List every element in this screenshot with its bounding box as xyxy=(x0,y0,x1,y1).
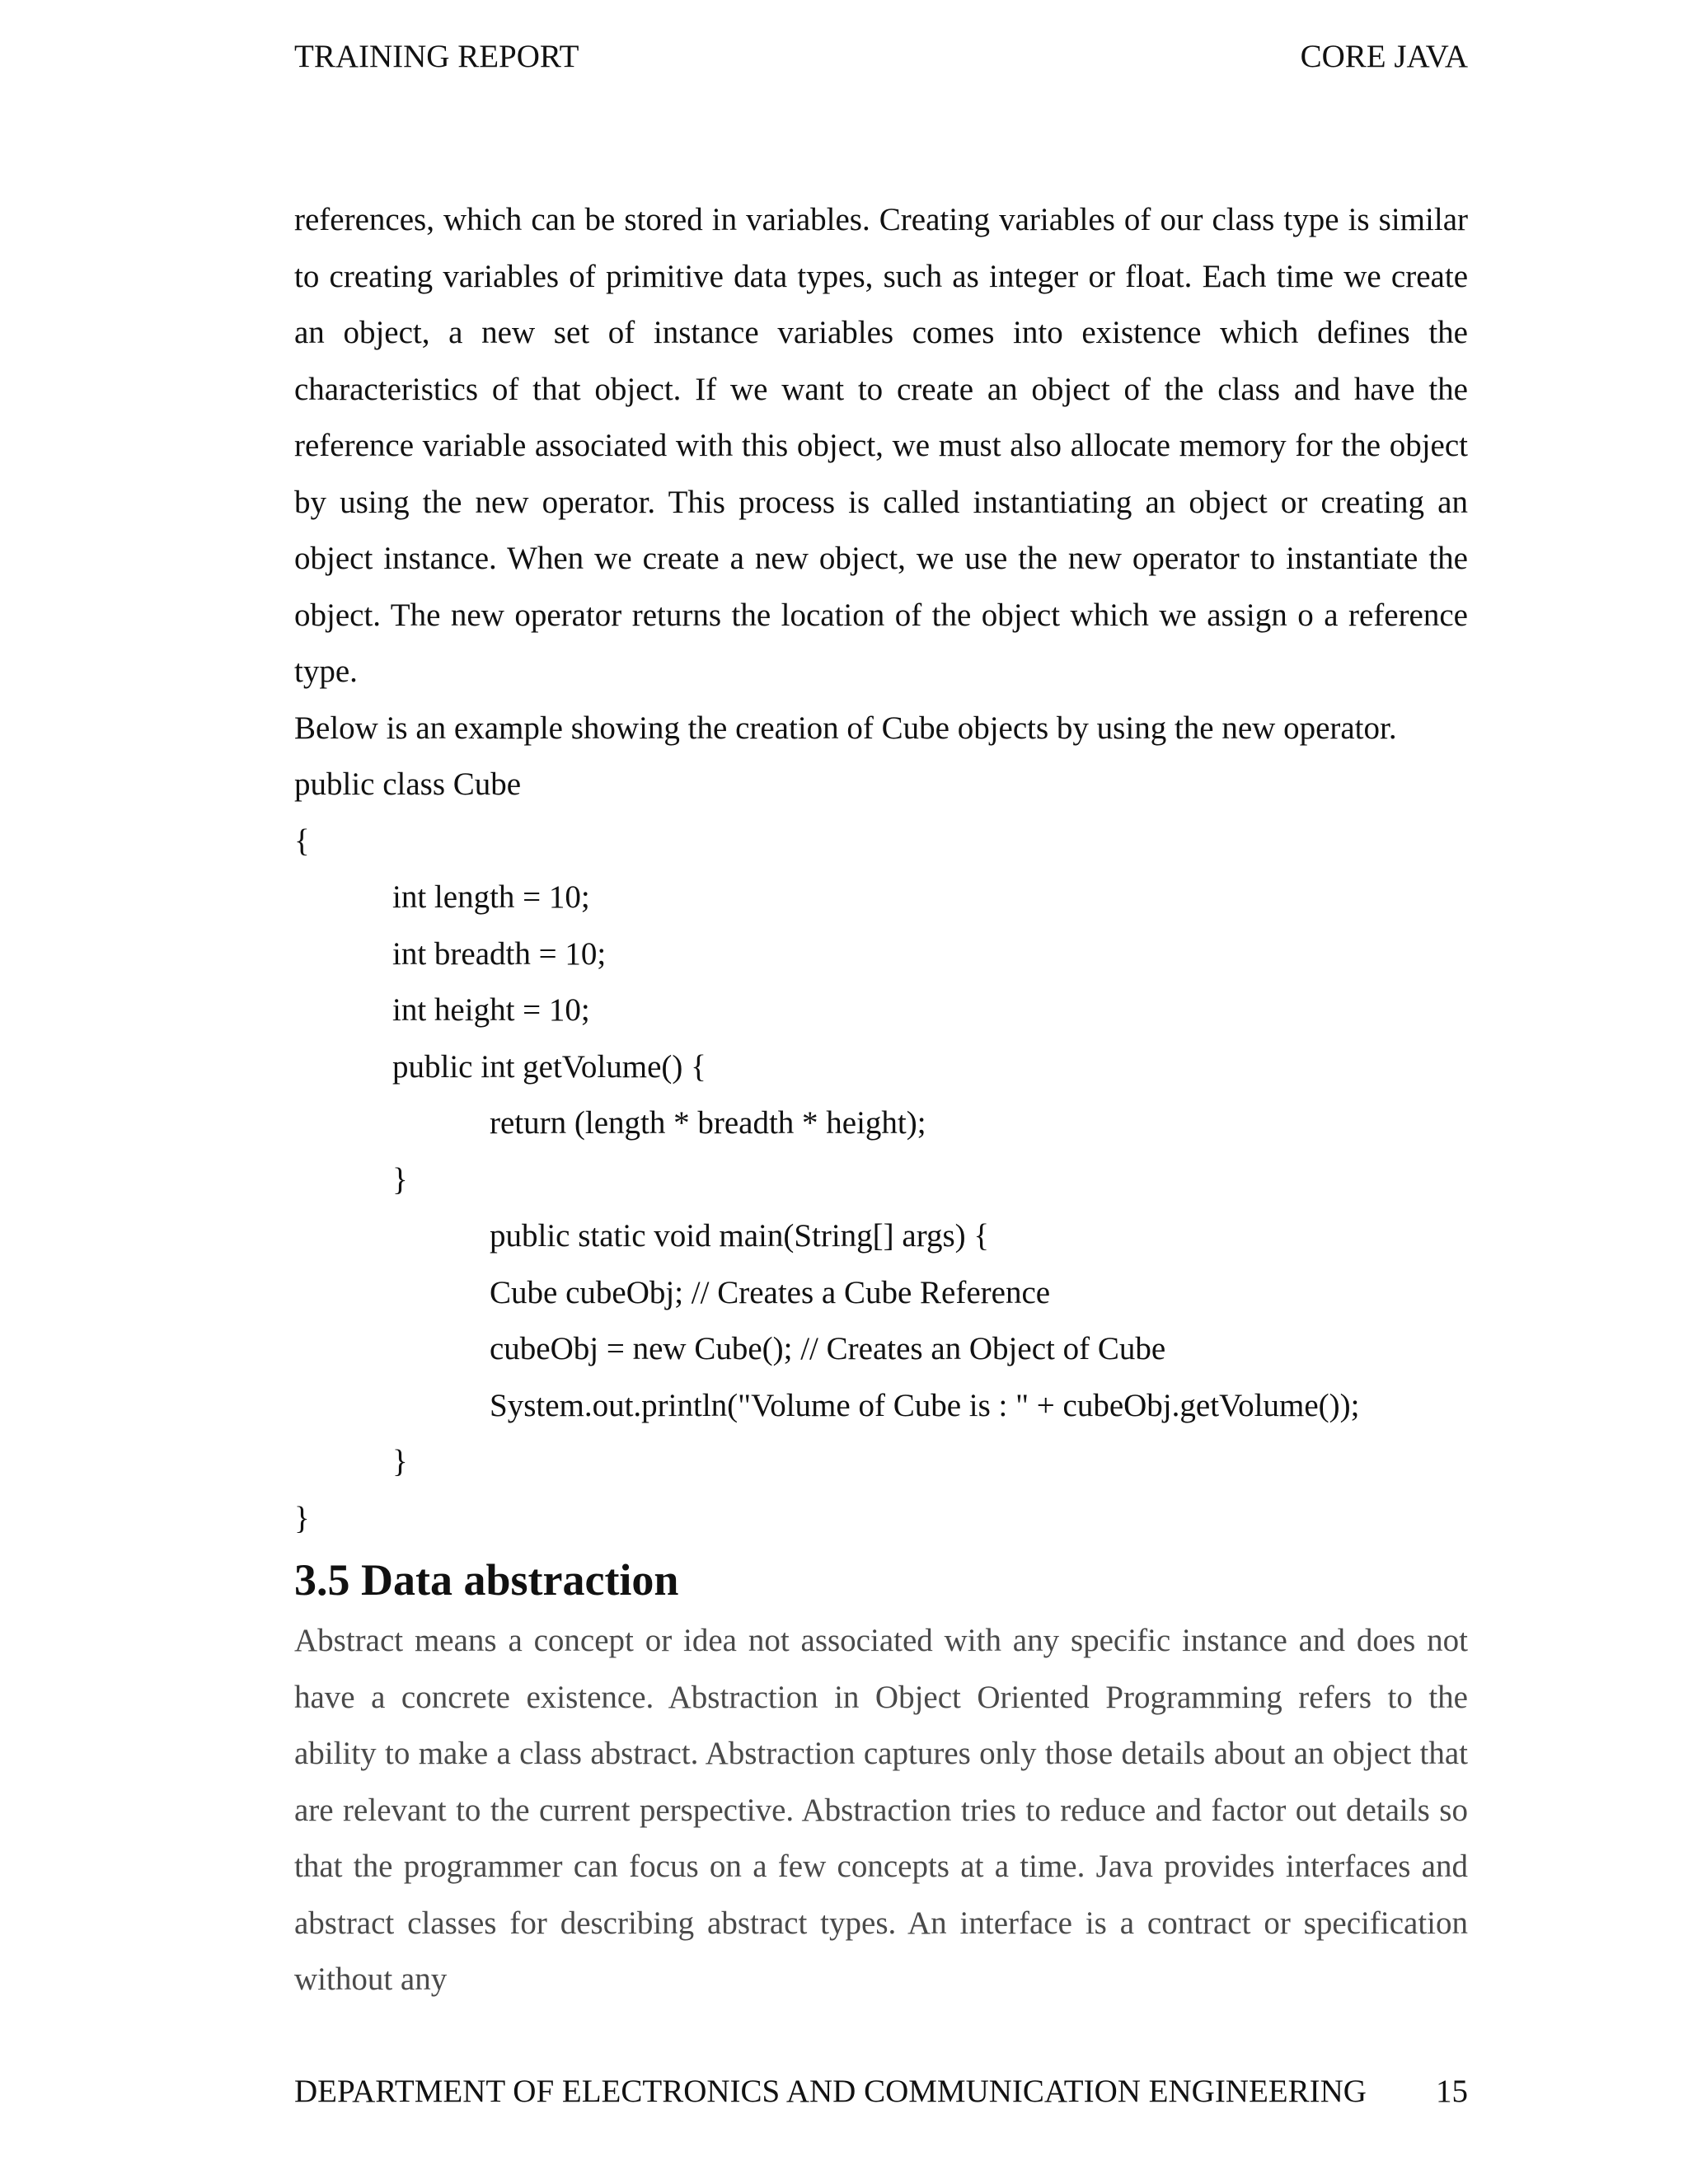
page-footer xyxy=(294,2070,1468,2113)
section-paragraph: Abstract means a concept or idea not associated with any specific instance and does not have a concrete existence. Abstraction in Object Oriented Programming refers to the ability to make a class abstract. Abstraction captures only those details about an object that are relevant to the current perspective. Abstraction tries to reduce and factor out details so that the programmer can focus on a few concepts at a time. Java provides interfaces and abstract classes for describing abstract types. An interface is a contract or specification without any xyxy=(294,1623,1468,1997)
header-subject: CORE JAVA xyxy=(1300,39,1468,74)
page-header xyxy=(294,36,1468,77)
code-line: public int getVolume() { xyxy=(392,1048,706,1085)
code-line: int breadth = 10; xyxy=(392,935,607,972)
header-report-title: TRAINING REPORT xyxy=(294,39,579,74)
code-line: return (length * breadth * height); xyxy=(490,1105,926,1141)
code-line: cubeObj = new Cube(); // Creates an Object of Cube xyxy=(490,1331,1166,1366)
page-number: 15 xyxy=(1436,2074,1468,2109)
code-line: System.out.println("Volume of Cube is : " + cubeObj.getVolume()); xyxy=(490,1387,1360,1423)
example-intro: Below is an example showing the creation of Cube objects by using the new operator. xyxy=(294,710,1397,746)
section-title: 3.5 Data abstraction xyxy=(294,1555,679,1605)
code-line: public static void main(String[] args) { xyxy=(490,1218,990,1254)
code-line: int height = 10; xyxy=(392,992,590,1028)
footer-department: DEPARTMENT OF ELECTRONICS AND COMMUNICATION ENGINEERING xyxy=(294,2074,1367,2109)
code-line: Cube cubeObj; // Creates a Cube Reference xyxy=(490,1274,1051,1310)
code-line: } xyxy=(392,1161,408,1197)
code-line: } xyxy=(392,1444,408,1479)
code-line: { xyxy=(294,823,310,859)
intro-paragraph: references, which can be stored in variables. Creating variables of our class type is similar to creating variables of primitive data types, such as integer or float. Each time we create an object, a new set of instance variables comes into existence which defines the characteristics of that object. If we want to create an object of the class and have the reference variable associated with this object, we must also allocate memory for the object by using the new operator. This process is called instantiating an object or creating an object instance. When we create a new object, we use the new operator to instantiate the object. The new operator returns the location of the object which we assign o a reference type. xyxy=(294,202,1468,689)
code-line: } xyxy=(294,1500,310,1536)
page-content xyxy=(294,192,1468,2008)
code-line: int length = 10; xyxy=(392,879,590,915)
code-line: public class Cube xyxy=(294,766,522,802)
code-block xyxy=(294,757,1468,1547)
